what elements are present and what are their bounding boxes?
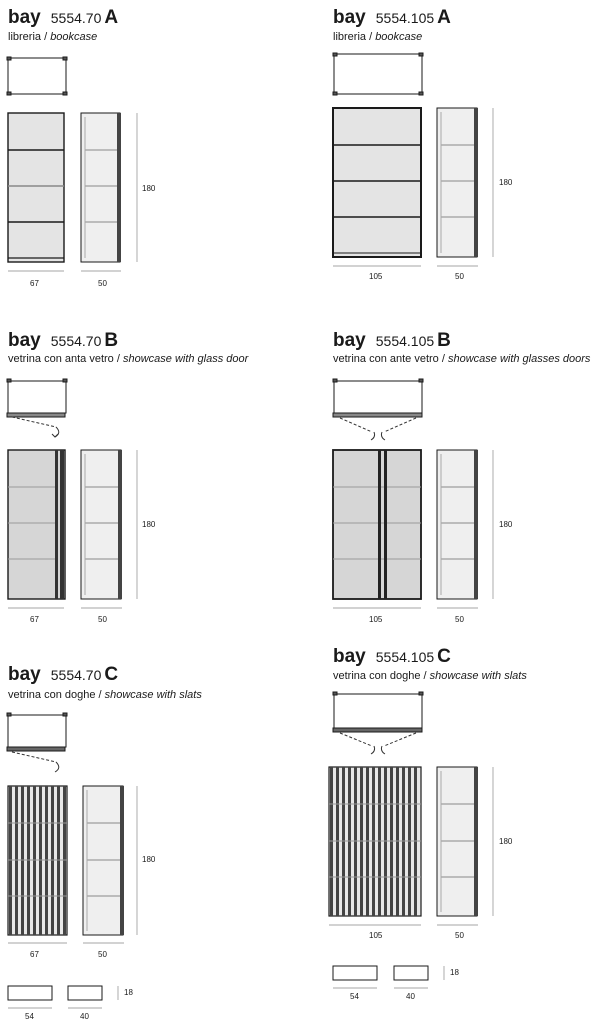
description-it: libreria bbox=[333, 31, 367, 43]
product-code: 5554.105 bbox=[375, 10, 435, 26]
brand-name: bay bbox=[333, 330, 366, 351]
depth-label-105B: 50 bbox=[455, 615, 464, 624]
description-separator: / bbox=[41, 31, 51, 43]
plinths-right bbox=[333, 966, 444, 988]
description-en: bookcase bbox=[50, 31, 98, 43]
description-it: vetrina con anta vetro bbox=[8, 353, 114, 365]
description-it: libreria bbox=[8, 31, 42, 43]
width-label-70C: 67 bbox=[30, 950, 39, 959]
height-label-70C: 180 bbox=[142, 855, 156, 864]
depth-label-105C: 50 bbox=[455, 931, 464, 940]
top-view-70C bbox=[7, 713, 67, 751]
plinths-left bbox=[8, 986, 118, 1008]
top-view-105A bbox=[333, 53, 423, 95]
description-separator: / bbox=[95, 689, 105, 701]
top-view-105C bbox=[333, 692, 423, 732]
plinth-width-label-a-left: 54 bbox=[25, 1012, 34, 1021]
width-label-105C: 105 bbox=[369, 931, 383, 940]
height-label-70B: 180 bbox=[142, 520, 156, 529]
product-code: 5554.70 bbox=[50, 333, 102, 349]
front-view-105A bbox=[333, 108, 421, 257]
description-separator: / bbox=[438, 353, 448, 365]
side-view-70C bbox=[83, 786, 124, 935]
side-view-70A bbox=[81, 113, 121, 262]
side-view-105B bbox=[437, 450, 478, 599]
top-view-70A bbox=[7, 57, 67, 95]
description-separator: / bbox=[420, 670, 430, 682]
side-view-105C bbox=[437, 767, 478, 916]
brand-name: bay bbox=[8, 664, 41, 685]
plinth-width-label-a-right: 54 bbox=[350, 992, 359, 1001]
front-view-70C bbox=[8, 786, 67, 935]
width-label-70B: 67 bbox=[30, 615, 39, 624]
variant-letter: C bbox=[104, 664, 119, 685]
description-it: vetrina con ante vetro bbox=[333, 353, 439, 365]
variant-letter: C bbox=[437, 646, 451, 667]
height-label-105A: 180 bbox=[499, 178, 513, 187]
plinth-height-label-left: 18 bbox=[124, 988, 133, 997]
height-label-105B: 180 bbox=[499, 520, 513, 529]
description-it: vetrina con doghe bbox=[333, 670, 421, 682]
product-code: 5554.70 bbox=[50, 667, 102, 683]
brand-name: bay bbox=[333, 646, 366, 667]
door-swing-arrow-70B bbox=[12, 417, 59, 437]
product-code: 5554.70 bbox=[50, 10, 102, 26]
variant-letter: B bbox=[104, 330, 119, 351]
plinth-height-label-right: 18 bbox=[450, 968, 459, 977]
height-label-105C: 180 bbox=[499, 837, 513, 846]
plinth-width-label-b-right: 40 bbox=[406, 992, 415, 1001]
width-label-105B: 105 bbox=[369, 615, 383, 624]
plinth-width-label-b-left: 40 bbox=[80, 1012, 89, 1021]
product-code: 5554.105 bbox=[375, 649, 435, 665]
variant-letter: A bbox=[104, 7, 119, 28]
depth-label-70A: 50 bbox=[98, 279, 107, 288]
front-view-105B bbox=[333, 450, 421, 599]
description-en: showcase with glasses doors bbox=[447, 353, 591, 365]
top-view-105B bbox=[333, 379, 423, 417]
description-separator: / bbox=[366, 31, 376, 43]
top-view-70B bbox=[7, 379, 67, 417]
depth-label-70C: 50 bbox=[98, 950, 107, 959]
front-view-70A bbox=[8, 113, 64, 262]
description-en: showcase with glass door bbox=[122, 353, 249, 365]
description-en: showcase with slats bbox=[429, 670, 527, 682]
side-view-70B bbox=[81, 450, 122, 599]
variant-letter: B bbox=[437, 330, 451, 351]
door-swing-arrows-105B bbox=[340, 418, 416, 440]
description-separator: / bbox=[113, 353, 123, 365]
product-code: 5554.105 bbox=[375, 333, 435, 349]
front-view-105C bbox=[329, 767, 421, 916]
description-it: vetrina con doghe bbox=[8, 689, 96, 701]
description-en: bookcase bbox=[375, 31, 423, 43]
door-swing-arrows-105C bbox=[340, 733, 416, 754]
brand-name: bay bbox=[8, 7, 41, 28]
height-label-70A: 180 bbox=[142, 184, 156, 193]
brand-name: bay bbox=[333, 7, 366, 28]
width-label-105A: 105 bbox=[369, 272, 383, 281]
front-view-70B bbox=[8, 450, 65, 599]
door-swing-arrow-70C bbox=[12, 752, 59, 772]
brand-name: bay bbox=[8, 330, 41, 351]
depth-label-105A: 50 bbox=[455, 272, 464, 281]
width-label-70A: 67 bbox=[30, 279, 39, 288]
variant-letter: A bbox=[437, 7, 451, 28]
depth-label-70B: 50 bbox=[98, 615, 107, 624]
description-en: showcase with slats bbox=[104, 689, 202, 701]
side-view-105A bbox=[437, 108, 478, 257]
